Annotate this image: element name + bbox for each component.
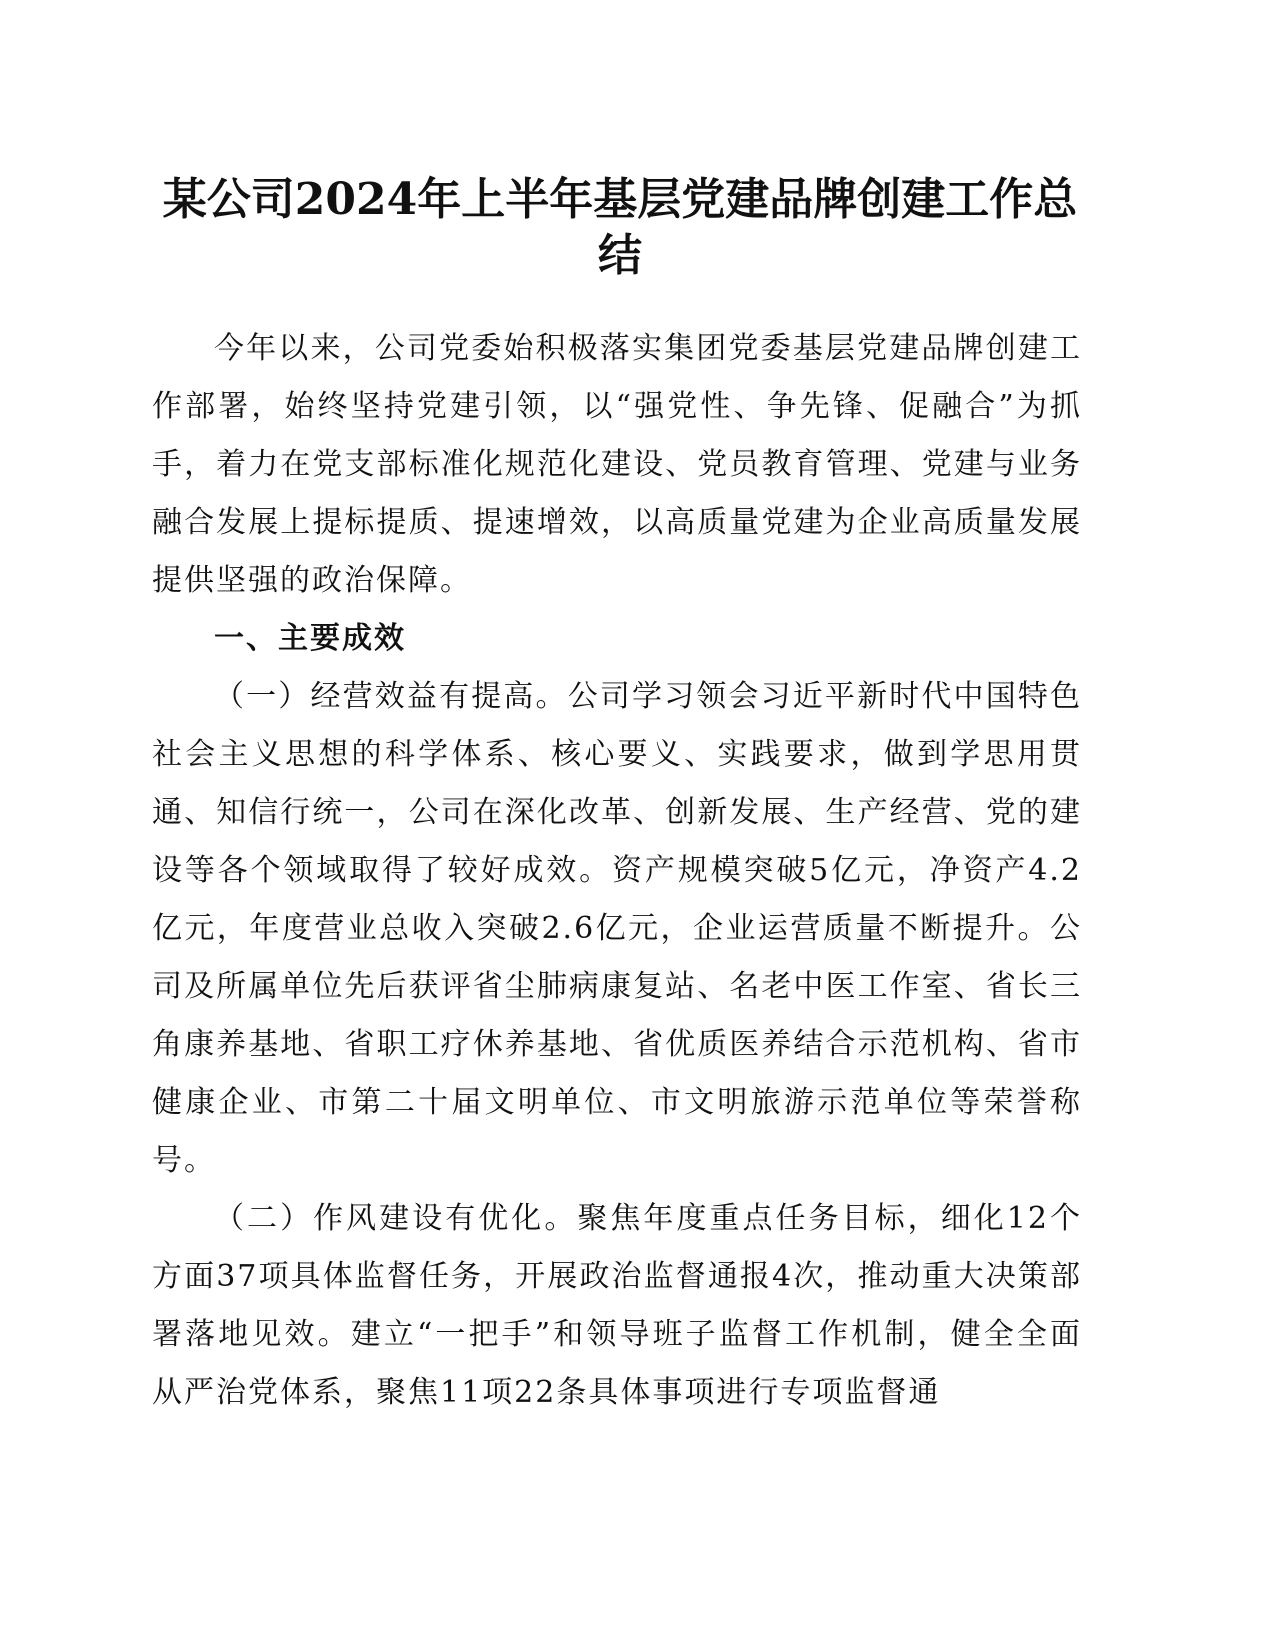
document-body <box>152 320 1082 1422</box>
title-line-2: 结 <box>598 230 642 281</box>
paragraph-operating-benefits: （一）经营效益有提高。公司学习领会习近平新时代中国特色社会主义思想的科学体系、核心要义、实践要求，做到学思用贯通、知信行统一，公司在深化改革、创新发展、生产经营、党的建设等各个领域取得了较好成效。资产规模突破5亿元，净资产4.2亿元，年度营业总收入突破2.6亿元，企业运营质量不断提升。公司及所属单位先后获评省尘肺病康复站、名老中医工作室、省长三角康养基地、省职工疗休养基地、省优质医养结合示范机构、省市健康企业、市第二十届文明单位、市文明旅游示范单位等荣誉称号。 <box>152 679 1082 1178</box>
intro-paragraph: 今年以来，公司党委始积极落实集团党委基层党建品牌创建工作部署，始终坚持党建引领，以“强党性、争先锋、促融合”为抓手，着力在党支部标准化规范化建设、党员教育管理、党建与业务融合发展上提标提质、提速增效，以高质量党建为企业高质量发展提供坚强的政治保障。 <box>152 331 1082 598</box>
document-title <box>140 172 1100 284</box>
paragraph-work-style: （二）作风建设有优化。聚焦年度重点任务目标，细化12个方面37项具体监督任务，开展政治监督通报4次，推动重大决策部署落地见效。建立“一把手”和领导班子监督工作机制，健全全面从严治党体系，聚焦11项22条具体事项进行专项监督通 <box>152 1201 1082 1410</box>
title-line-1: 某公司2024年上半年基层党建品牌创建工作总 <box>162 174 1078 225</box>
section-heading-main-results: 一、主要成效 <box>214 621 406 656</box>
